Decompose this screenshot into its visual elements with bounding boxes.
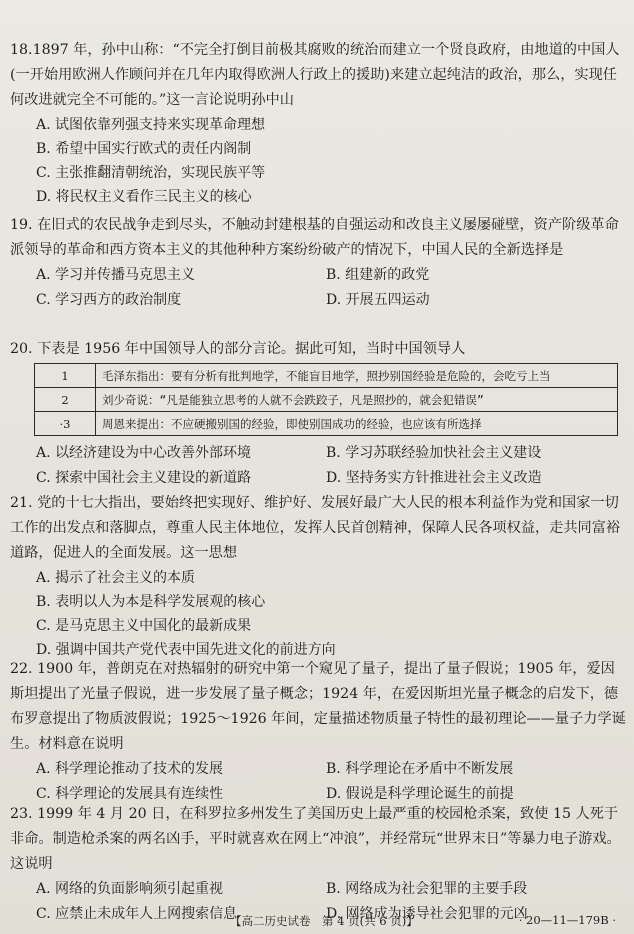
question-20-stem: 20. 下表是 1956 年中国领导人的部分言论。据此可知，当时中国领导人 (10, 341, 466, 357)
question-23-stem: 23. 1999 年 4 月 20 日，在科罗拉多州发生了美国历史上最严重的校园枪杀案，致使 15 人死于非命。制造枪杀案的两名凶手，平时就喜欢在网上“冲浪”，并经常玩“世界末日”等暴力电子游戏。这说明 (10, 806, 621, 872)
q20-option-d: D. 坚持务实方针推进社会主义改造 (326, 470, 542, 486)
question-18 (10, 38, 626, 209)
q21-option-d: D. 强调中国共产党代表中国先进文化的前进方向 (36, 642, 336, 658)
q21-option-c: C. 是马克思主义中国化的最新成果 (36, 618, 252, 634)
q21-option-a: A. 揭示了社会主义的本质 (36, 570, 196, 586)
question-21 (10, 491, 626, 662)
q22-option-d: D. 假说是科学理论诞生的前提 (326, 786, 514, 802)
q21-option-b: B. 表明以人为本是科学发展观的核心 (36, 594, 266, 610)
table-row (35, 412, 618, 436)
table-row (35, 388, 618, 412)
row-text: 刘少奇说：“凡是能独立思考的人就不会跌跤子，凡是照抄的，就会犯错误” (96, 388, 618, 412)
row-text: 周恩来提出：不应硬搬别国的经验，即使别国成功的经验，也应该有所选择 (96, 412, 618, 436)
q18-option-c: C. 主张推翻清朝统治，实现民族平等 (36, 165, 266, 181)
q22-option-a: A. 科学理论推动了技术的发展 (36, 761, 224, 777)
q18-option-a: A. 试图依靠列强支持来实现革命理想 (36, 117, 266, 133)
table-row (35, 364, 618, 388)
q20-options-wrap (10, 441, 626, 491)
question-22-stem: 22. 1900 年，普朗克在对热辐射的研究中第一个窥见了量子，提出了量子假说；1905 年，爱因斯坦提出了光量子假说，进一步发展了量子概念；1924 年，在爱因斯坦光量子概念的启发下，德布罗意提出了物质波假说；1925～1926 年间，定量描述物质量子特性的最初理论——量子力学诞生。材料意在说明 (10, 661, 626, 752)
q23-option-c: C. 应禁止未成年人上网搜索信息 (36, 906, 238, 922)
row-number: 2 (35, 388, 96, 412)
q19-option-c: C. 学习西方的政治制度 (36, 292, 182, 308)
q20-option-b: B. 学习苏联经验加快社会主义建设 (326, 445, 542, 461)
q22-option-b: B. 科学理论在矛盾中不断发展 (326, 761, 514, 777)
question-18-stem: 18.1897 年，孙中山称：“不完全打倒目前极其腐败的统治而建立一个贤良政府，由地道的中国人(一开始用欧洲人作顾问并在几年内取得欧洲人行政上的援助)来建立起纯洁的政治，那么，实现任何改进就完全不可能的。”这一言论说明孙中山 (10, 42, 620, 108)
q23-option-a: A. 网络的负面影响须引起重视 (36, 881, 224, 897)
q22-option-c: C. 科学理论的发展具有连续性 (36, 786, 224, 802)
q19-options (10, 263, 626, 313)
q23-option-b: B. 网络成为社会犯罪的主要手段 (326, 881, 528, 897)
row-number: 1 (35, 364, 96, 388)
q19-option-a: A. 学习并传播马克思主义 (36, 267, 196, 283)
quotes-table (34, 363, 618, 436)
q22-options (10, 757, 626, 807)
question-21-stem: 21. 党的十七大指出，要始终把实现好、维护好、发展好最广大人民的根本利益作为党和国家一切工作的出发点和落脚点，尊重人民主体地位，发挥人民首创精神，保障人民各项权益，走共同富裕道路，促进人的全面发展。这一思想 (10, 495, 621, 561)
q18-option-d: D. 将民权主义看作三民主义的核心 (36, 189, 252, 205)
footer-page-info: 【高二历史试卷 第 4 页(共 6 页)】 (230, 914, 418, 928)
footer-code: · 20—11—179B · (518, 913, 616, 927)
question-20 (10, 337, 626, 362)
question-19-stem: 19. 在旧式的农民战争走到尽头，不触动封建根基的自强运动和改良主义屡屡碰壁，资产阶级革命派领导的革命和西方资本主义的其他种种方案纷纷破产的情况下，中国人民的全新选择是 (10, 217, 619, 258)
question-19 (10, 213, 626, 313)
q19-option-b: B. 组建新的政党 (326, 267, 430, 283)
row-text: 毛泽东指出：要有分析有批判地学，不能盲目地学，照抄别国经验是危险的，会吃亏上当 (96, 364, 618, 388)
q20-option-c: C. 探索中国社会主义建设的新道路 (36, 470, 252, 486)
row-number: ·3 (35, 412, 96, 436)
q23-option-d: D. 网络成为诱导社会犯罪的元凶 (326, 906, 528, 922)
q18-option-b: B. 希望中国实行欧式的责任内阁制 (36, 141, 252, 157)
q20-options (10, 441, 626, 491)
q19-option-d: D. 开展五四运动 (326, 292, 430, 308)
question-22 (10, 657, 626, 807)
question-23 (10, 802, 626, 927)
q20-option-a: A. 以经济建设为中心改善外部环境 (36, 445, 252, 461)
